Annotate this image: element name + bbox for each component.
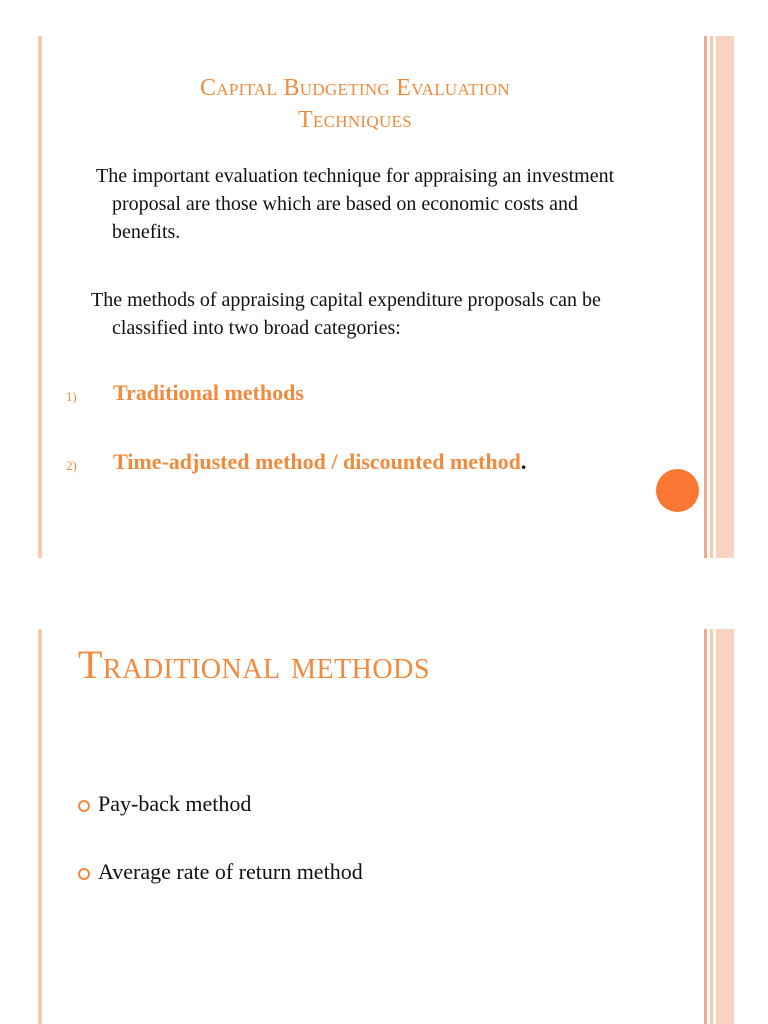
- list-item-text: Pay-back method: [98, 791, 252, 816]
- slide-title-line2: Techniques: [298, 107, 412, 133]
- right-decor-bars: [704, 629, 734, 1024]
- intro-paragraph: [96, 162, 706, 246]
- list-item-suffix: .: [520, 449, 527, 474]
- list-item-text: Average rate of return method: [98, 859, 363, 884]
- slide-title: [100, 72, 610, 136]
- list-item-text: Traditional methods: [113, 380, 304, 405]
- list-number: 1): [66, 389, 77, 404]
- right-decor-bars: [704, 36, 734, 558]
- intro-line: benefits.: [112, 221, 181, 243]
- methods-paragraph: [91, 286, 701, 342]
- orange-circle-icon: [656, 469, 699, 512]
- slide-title-line1: Capital Budgeting Evaluation: [200, 75, 510, 101]
- intro-line: The important evaluation technique for appraising an investment: [96, 165, 615, 187]
- circle-outline-bullet-icon: [78, 800, 90, 812]
- list-item-text: Time-adjusted method / discounted method: [113, 449, 521, 474]
- left-decor-bar: [38, 36, 42, 558]
- slide-2: [0, 625, 768, 1024]
- circle-outline-bullet-icon: [78, 868, 90, 880]
- intro-line: proposal are those which are based on economic costs and: [112, 193, 578, 215]
- list-number: 2): [66, 458, 77, 473]
- left-decor-bar: [38, 629, 42, 1024]
- slide-title: Traditional methods: [78, 642, 430, 687]
- methods-line: classified into two broad categories:: [112, 317, 401, 339]
- methods-line: The methods of appraising capital expenditure proposals can be: [91, 289, 601, 311]
